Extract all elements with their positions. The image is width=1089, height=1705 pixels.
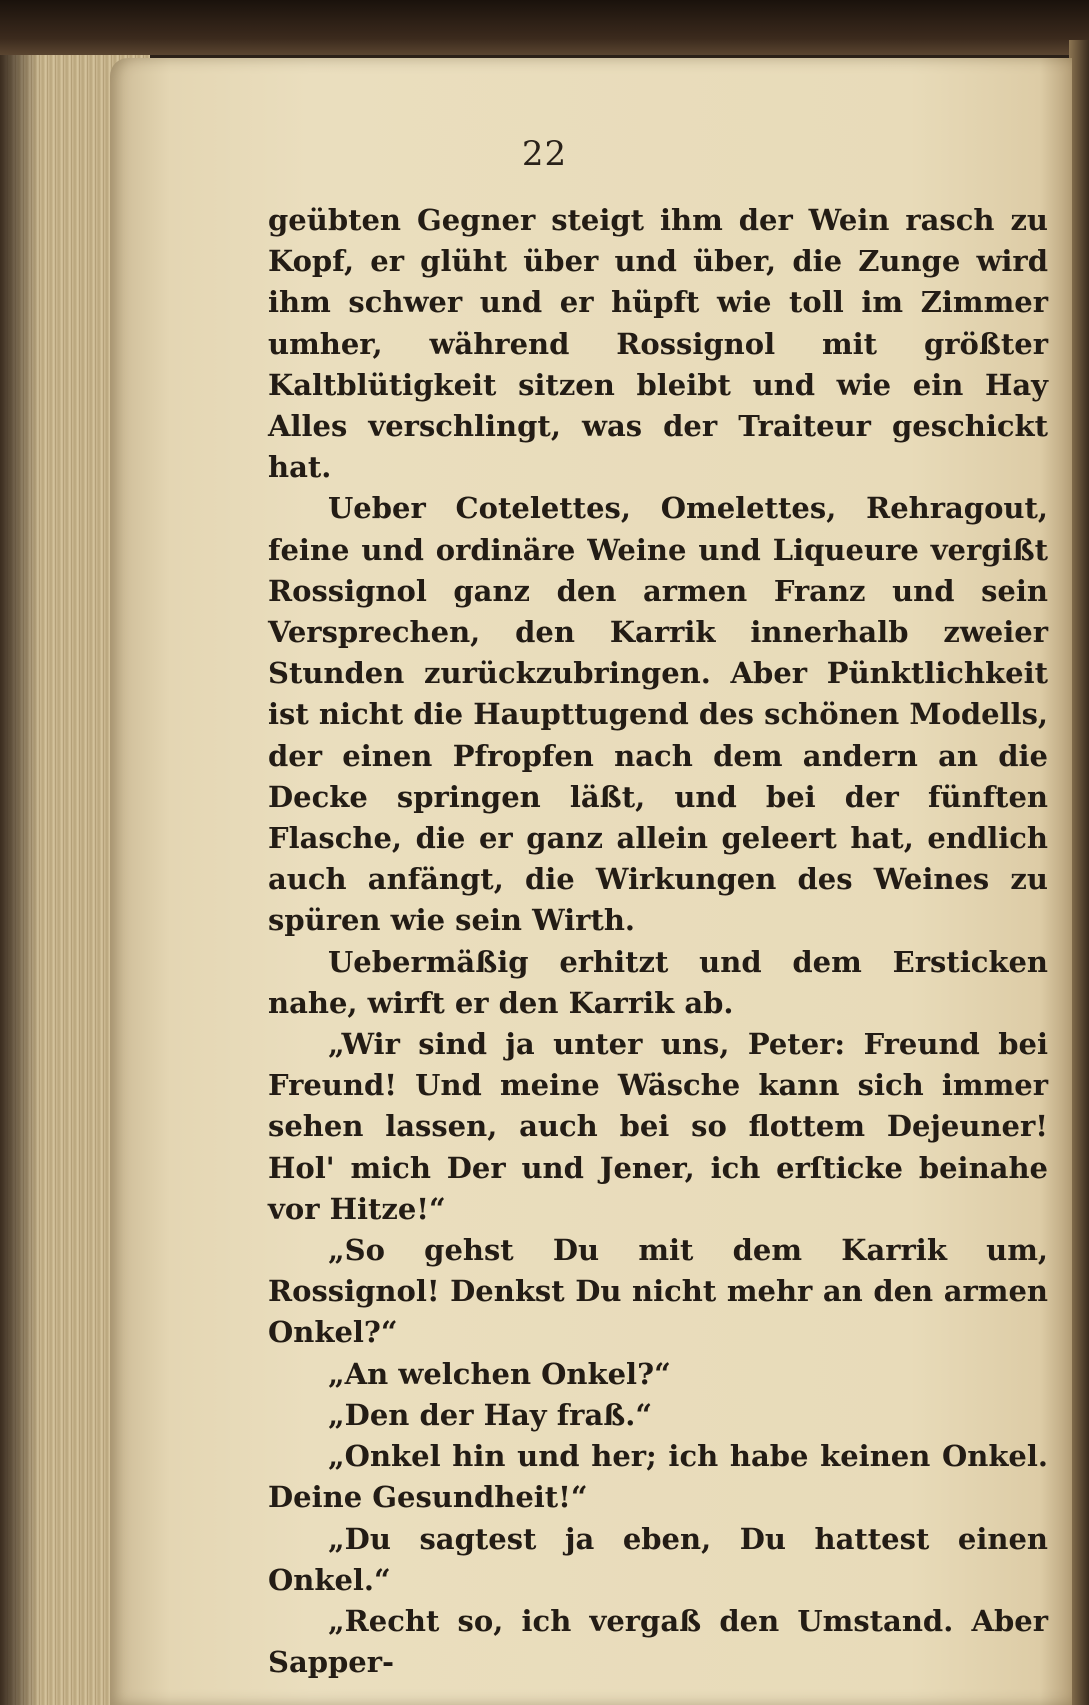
page-stack-shadow: [0, 55, 40, 1705]
paragraph-5: „So gehst Du mit dem Karrik um, Rossignol! Denkst Du nicht mehr an den armen Onkel?“: [268, 1233, 1048, 1350]
page-number: 22: [521, 134, 568, 174]
paragraph-10: „Recht so, ich vergaß den Umstand. Aber Sapper-: [268, 1603, 1048, 1680]
paragraph-4: „Wir sind ja unter uns, Peter: Freund bei Freund! Und meine Wäsche kann sich immer sehen lassen, auch bei so flottem Dejeuner! Hol' mich Der und Jener, ich erſticke beinahe vor Hitze!“: [268, 1027, 1048, 1226]
paragraph-6: „An welchen Onkel?“: [328, 1356, 671, 1391]
paragraph-1: geübten Gegner steigt ihm der Wein rasch zu Kopf, er glüht über und über, die Zunge wird ihm schwer und er hüpft wie toll im Zimmer umher, während Rossignol mit größter Kaltblütigkeit sitzen bleibt und wie ein Hay Alles verschlingt, was der Traiteur geschickt hat.: [268, 203, 1048, 485]
book-cover-top: [0, 0, 1089, 55]
paragraph-8: „Onkel hin und her; ich habe keinen Onkel. Deine Gesundheit!“: [268, 1439, 1048, 1515]
paragraph-9: „Du sagtest ja eben, Du hattest einen Onkel.“: [268, 1521, 1048, 1597]
paragraph-3: Uebermäßig erhitzt und dem Ersticken nahe, wirft er den Karrik ab.: [268, 944, 1048, 1020]
page-text: [268, 200, 1048, 1683]
paragraph-7: „Den der Hay fraß.“: [328, 1397, 653, 1432]
book-right-edge: [1069, 40, 1089, 1705]
paragraph-2: Ueber Cotelettes, Omelettes, Rehragout, feine und ordinäre Weine und Liqueure vergißt Rossignol ganz den armen Franz und sein Versprechen, den Karrik innerhalb zweier Stunden zurückzubringen. Aber Pünktlichkeit ist nicht die Haupttugend des schönen Modells, der einen Pfropfen nach dem andern an die Decke springen läßt, und bei der fünften Flasche, die er ganz allein geleert hat, endlich auch anfängt, die Wirkungen des Weines zu spüren wie sein Wirth.: [268, 491, 1048, 938]
